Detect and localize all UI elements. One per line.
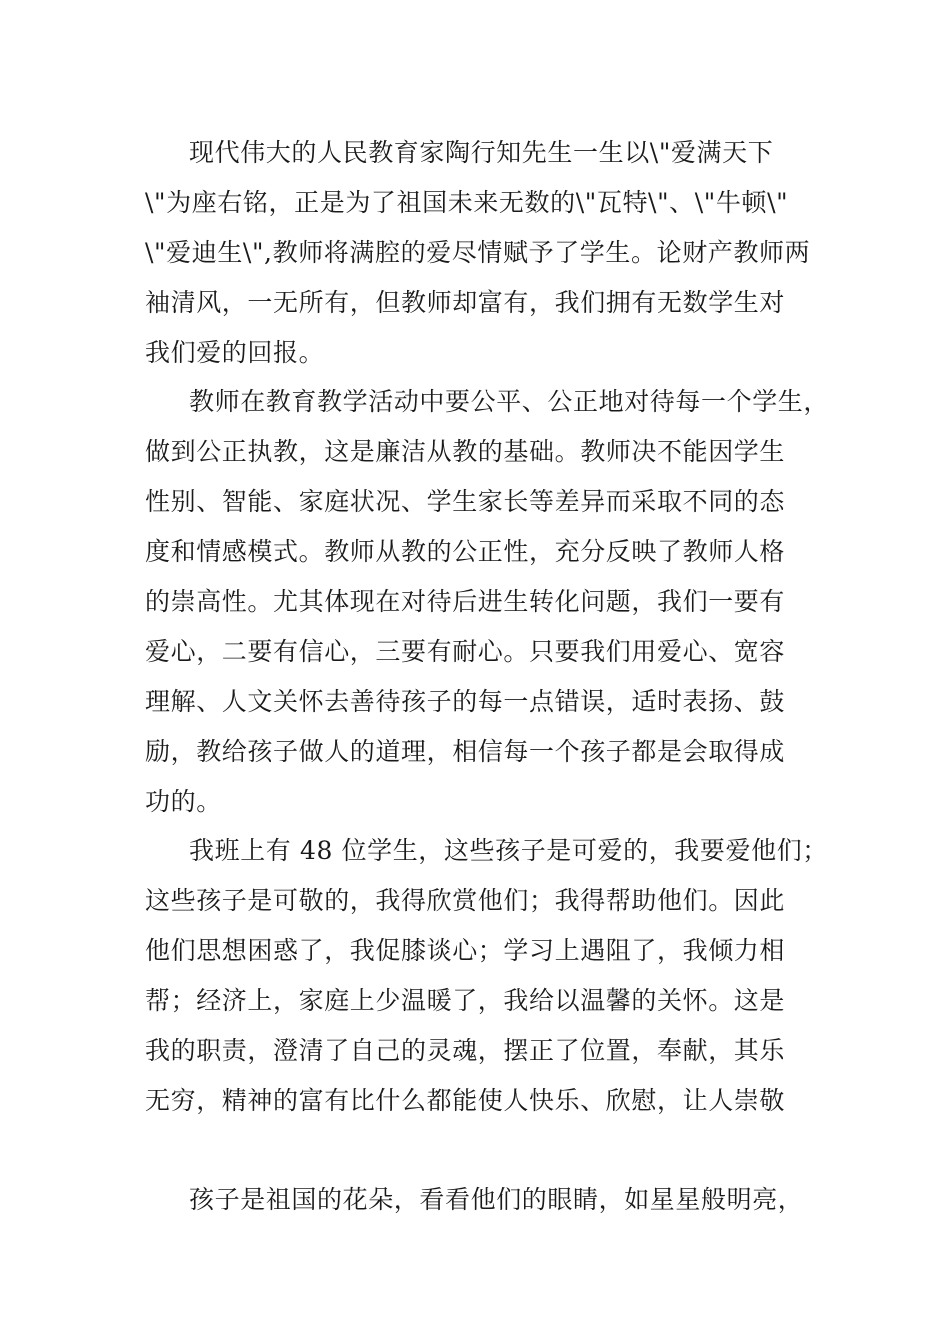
paragraph-2-line: 理解、人文关怀去善待孩子的每一点错误，适时表扬、鼓 — [145, 687, 786, 716]
paragraph-2-line: 的崇高性。尤其体现在对待后进生转化问题，我们一要有 — [145, 587, 786, 616]
paragraph-3-line: 我的职责，澄清了自己的灵魂，摆正了位置，奉献，其乐 — [145, 1036, 786, 1065]
paragraph-2-line: 性别、智能、家庭状况、学生家长等差异而采取不同的态 — [145, 487, 786, 516]
paragraph-3-line: 无穷，精神的富有比什么都能使人快乐、欣慰，让人崇敬 — [145, 1086, 786, 1115]
paragraph-1-line: 袖清风，一无所有，但教师却富有，我们拥有无数学生对 — [145, 288, 786, 317]
paragraph-3-line: 这些孩子是可敬的，我得欣赏他们；我得帮助他们。因此 — [145, 886, 786, 915]
paragraph-1-line: \"爱迪生\",教师将满腔的爱尽情赋予了学生。论财产教师两 — [145, 238, 811, 267]
paragraph-1-line: 现代伟大的人民教育家陶行知先生一生以\"爱满天下 — [189, 138, 774, 167]
paragraph-2-line: 做到公正执教，这是廉洁从教的基础。教师决不能因学生 — [145, 437, 786, 466]
paragraph-2-line: 功的。 — [145, 787, 222, 816]
paragraph-3-line: 他们思想困惑了，我促膝谈心；学习上遇阻了，我倾力相 — [145, 936, 786, 965]
paragraph-4 — [145, 1175, 825, 1225]
paragraph-1 — [145, 128, 825, 378]
paragraph-4-line: 孩子是祖国的花朵，看看他们的眼睛，如星星般明亮， — [189, 1185, 804, 1214]
paragraph-1-line: \"为座右铭，正是为了祖国未来无数的\"瓦特\"、\"牛顿\" — [145, 188, 789, 217]
paragraph-2-line: 度和情感模式。教师从教的公正性，充分反映了教师人格 — [145, 537, 786, 566]
paragraph-2-line: 教师在教育教学活动中要公平、公正地对待每一个学生， — [189, 387, 830, 416]
paragraph-2 — [145, 377, 830, 827]
paragraph-2-line: 励，教给孩子做人的道理，相信每一个孩子都是会取得成 — [145, 737, 786, 766]
paragraph-2-line: 爱心，二要有信心，三要有耐心。只要我们用爱心、宽容 — [145, 637, 786, 666]
paragraph-3 — [145, 826, 828, 1126]
paragraph-3-line: 帮；经济上，家庭上少温暖了，我给以温馨的关怀。这是 — [145, 986, 786, 1015]
paragraph-1-line: 我们爱的回报。 — [145, 338, 325, 367]
paragraph-3-line: 我班上有 48 位学生，这些孩子是可爱的，我要爱他们； — [189, 836, 828, 865]
